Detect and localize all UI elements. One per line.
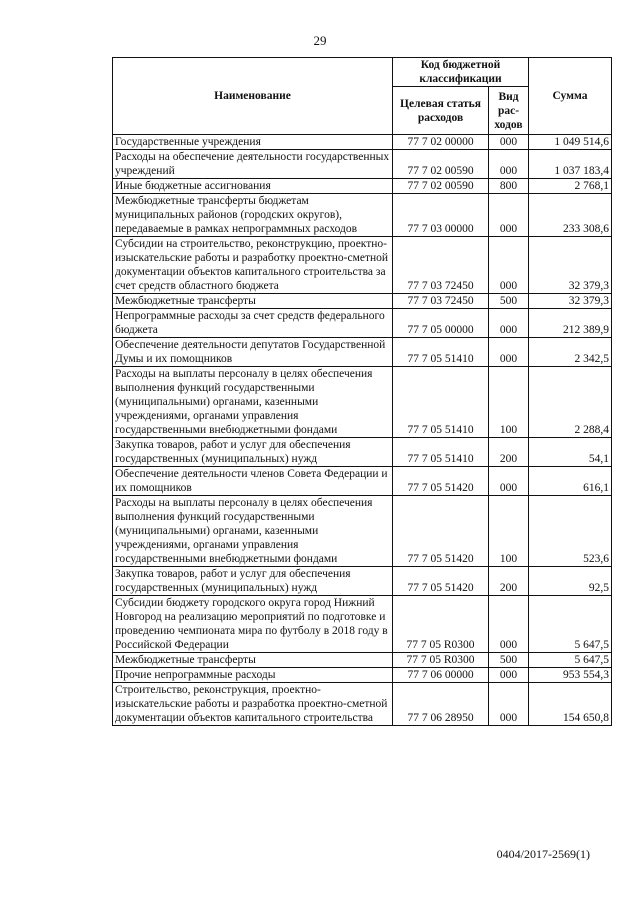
row-type: 000 [489,309,529,338]
row-name: Непрограммные расходы за счет средств федерального бюджета [113,309,393,338]
row-csr: 77 7 06 28950 [393,683,489,726]
row-csr: 77 7 05 R0300 [393,653,489,668]
row-sum: 1 037 183,4 [529,150,612,179]
table-row [113,150,612,179]
row-name: Межбюджетные трансферты [113,653,393,668]
table-row [113,653,612,668]
table-row [113,135,612,150]
row-sum: 54,1 [529,438,612,467]
row-name: Межбюджетные трансферты бюджетам муниципальных районов (городских округов), передаваемые в рамках непрограммных расходов [113,194,393,237]
row-sum: 523,6 [529,496,612,567]
page-number: 29 [313,33,327,48]
row-type: 000 [489,596,529,653]
row-name: Расходы на обеспечение деятельности государственных учреждений [113,150,393,179]
row-csr: 77 7 03 00000 [393,194,489,237]
row-sum: 2 768,1 [529,179,612,194]
table-row [113,367,612,438]
row-name: Обеспечение деятельности членов Совета Федерации и их помощников [113,467,393,496]
row-csr: 77 7 03 72450 [393,237,489,294]
row-csr: 77 7 05 51410 [393,367,489,438]
row-sum: 2 342,5 [529,338,612,367]
row-csr: 77 7 02 00590 [393,179,489,194]
table-row [113,668,612,683]
row-sum: 2 288,4 [529,367,612,438]
row-name: Субсидии бюджету городского округа город Нижний Новгород на реализацию мероприятий по подготовке и проведению чемпионата мира по футболу в 2018 году в Российской Федерации [113,596,393,653]
row-type: 500 [489,653,529,668]
row-type: 000 [489,338,529,367]
row-csr: 77 7 05 R0300 [393,596,489,653]
table-row [113,237,612,294]
row-sum: 5 647,5 [529,653,612,668]
row-sum: 5 647,5 [529,596,612,653]
header-sum: Сумма [529,58,612,135]
row-name: Межбюджетные трансферты [113,294,393,309]
row-name: Государственные учреждения [113,135,393,150]
row-type: 100 [489,367,529,438]
row-type: 000 [489,194,529,237]
row-csr: 77 7 05 51410 [393,438,489,467]
row-csr: 77 7 05 51420 [393,567,489,596]
table-row [113,338,612,367]
row-sum: 233 308,6 [529,194,612,237]
row-type: 000 [489,668,529,683]
row-csr: 77 7 03 72450 [393,294,489,309]
row-csr: 77 7 06 00000 [393,668,489,683]
row-type: 200 [489,438,529,467]
table-row [113,596,612,653]
header-name: Наименование [113,58,393,135]
table-row [113,294,612,309]
row-name: Расходы на выплаты персоналу в целях обеспечения выполнения функций государственными (муниципальными) органами, казенными учреждениями, органами управления государственными внебюджетными фондами [113,496,393,567]
row-csr: 77 7 05 51410 [393,338,489,367]
row-name: Строительство, реконструкция, проектно-изыскательские работы и разработка проектно-сметной документации объектов капитального строительства [113,683,393,726]
budget-table [112,57,612,726]
row-name: Расходы на выплаты персоналу в целях обеспечения выполнения функций государственными (муниципальными) органами, казенными учреждениями, органами управления государственными внебюджетными фондами [113,367,393,438]
row-type: 800 [489,179,529,194]
table-row [113,194,612,237]
table-row [113,567,612,596]
row-type: 200 [489,567,529,596]
table-row [113,309,612,338]
table-row [113,467,612,496]
table-row [113,683,612,726]
row-name: Субсидии на строительство, реконструкцию, проектно-изыскательские работы и разработку проектно-сметной документации объектов капитального строительства за счет средств областного бюджета [113,237,393,294]
header-csr: Целевая статья расходов [393,87,489,135]
table-row [113,496,612,567]
header-code-group: Код бюджетной классификации [393,58,529,87]
row-name: Закупка товаров, работ и услуг для обеспечения государственных (муниципальных) нужд [113,438,393,467]
row-sum: 154 650,8 [529,683,612,726]
document-code: 0404/2017-2569(1) [496,847,590,861]
row-sum: 92,5 [529,567,612,596]
row-sum: 616,1 [529,467,612,496]
row-sum: 1 049 514,6 [529,135,612,150]
row-name: Прочие непрограммные расходы [113,668,393,683]
row-type: 500 [489,294,529,309]
row-csr: 77 7 02 00000 [393,135,489,150]
table-header [113,58,612,135]
row-type: 100 [489,496,529,567]
row-sum: 212 389,9 [529,309,612,338]
table-row [113,179,612,194]
row-sum: 32 379,3 [529,237,612,294]
table-row [113,438,612,467]
header-type: Вид рас-ходов [489,87,529,135]
table-body [113,135,612,726]
row-csr: 77 7 05 51420 [393,467,489,496]
row-type: 000 [489,467,529,496]
row-type: 000 [489,135,529,150]
row-type: 000 [489,150,529,179]
row-type: 000 [489,237,529,294]
row-csr: 77 7 05 00000 [393,309,489,338]
row-csr: 77 7 02 00590 [393,150,489,179]
row-sum: 953 554,3 [529,668,612,683]
row-type: 000 [489,683,529,726]
row-name: Обеспечение деятельности депутатов Государственной Думы и их помощников [113,338,393,367]
row-name: Иные бюджетные ассигнования [113,179,393,194]
row-name: Закупка товаров, работ и услуг для обеспечения государственных (муниципальных) нужд [113,567,393,596]
row-sum: 32 379,3 [529,294,612,309]
row-csr: 77 7 05 51420 [393,496,489,567]
